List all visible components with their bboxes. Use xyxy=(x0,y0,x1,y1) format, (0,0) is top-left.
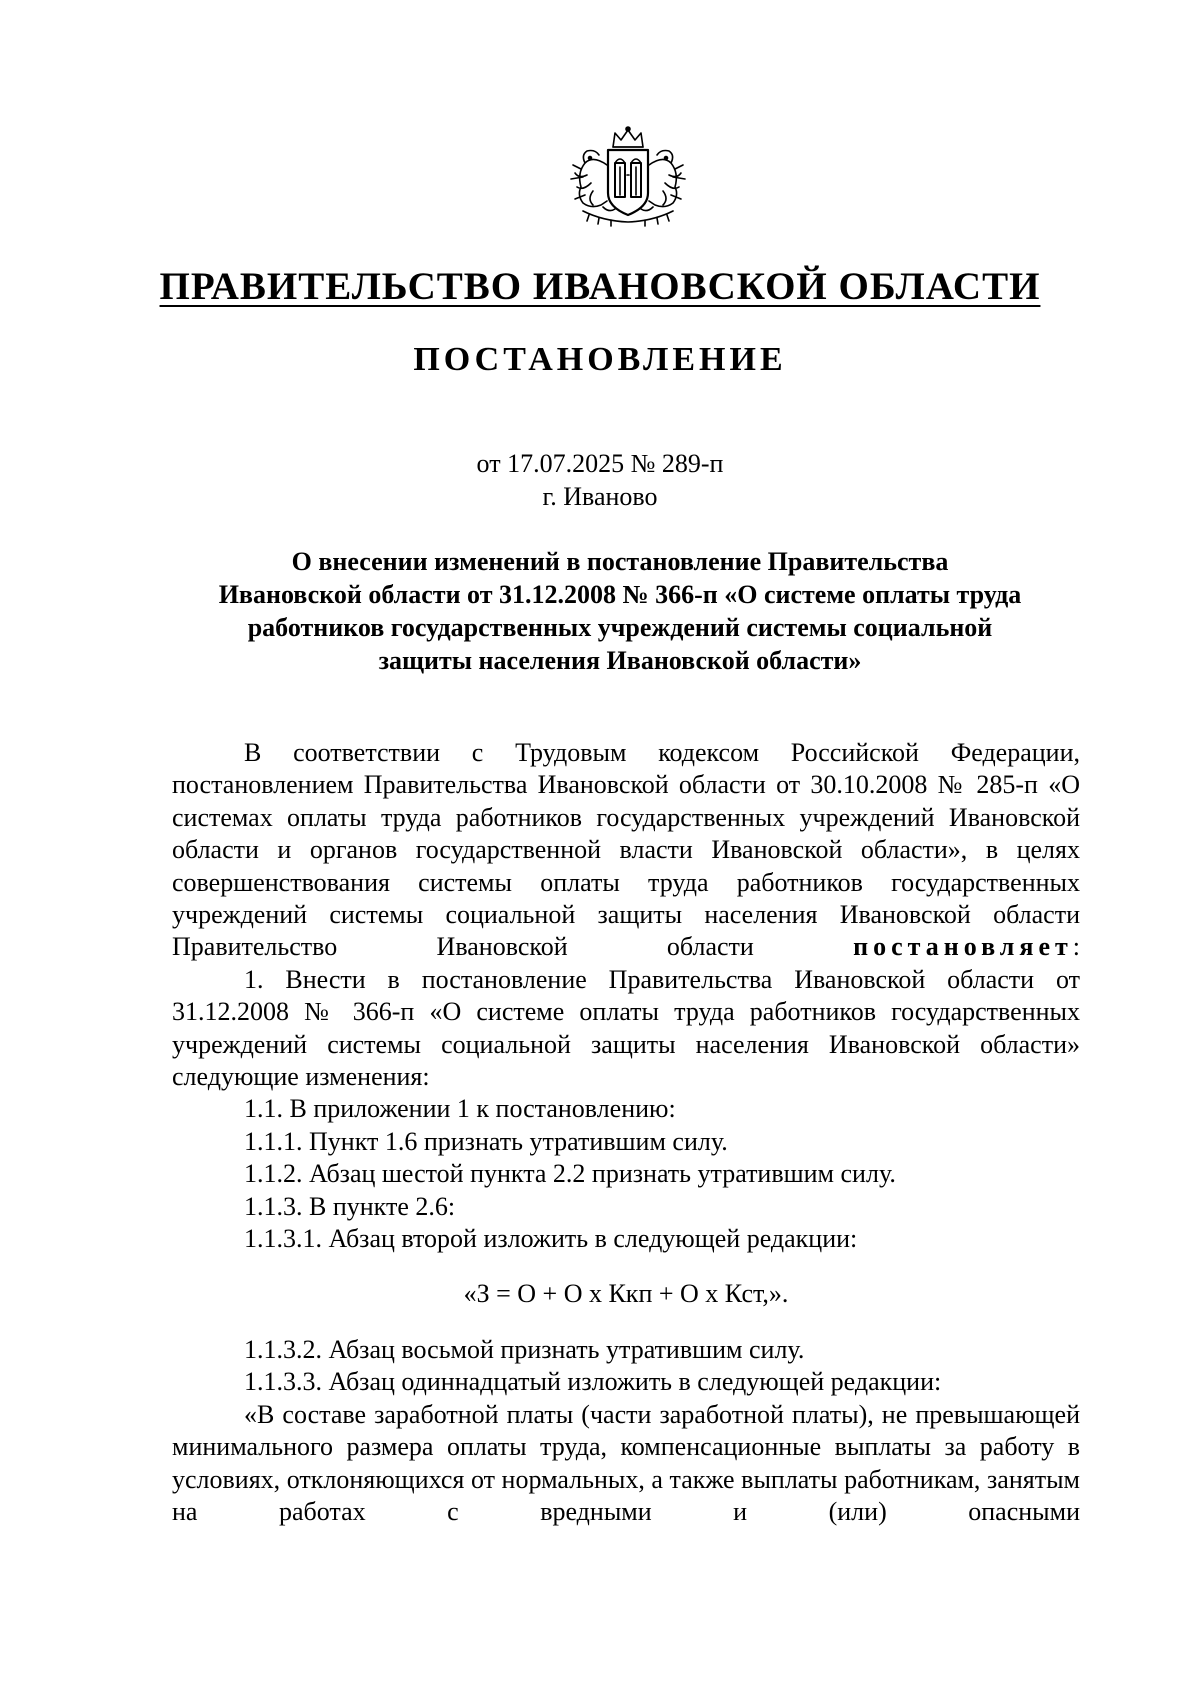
preamble-text: В соответствии с Трудовым кодексом Российской Федерации, постановлением Правительства Ивановской области от 30.10.2008 № 285-п «О системах оплаты труда работников государственных учреждений Ивановской области и органов государственной власти Ивановской области», в целях совершенствования системы оплаты труда работников государственных учреждений системы социальной защиты населения Ивановской области Правительство Ивановской области xyxy=(172,738,1080,962)
preamble-colon: : xyxy=(1072,932,1080,962)
government-title-text: ПРАВИТЕЛЬСТВО ИВАНОВСКОЙ ОБЛАСТИ xyxy=(159,265,1041,308)
item-1-1-3-2: 1.1.3.2. Абзац восьмой признать утратившим силу. xyxy=(244,1334,805,1364)
date-number-line: от 17.07.2025 № 289-п xyxy=(476,449,724,478)
formula: «З = О + О х Ккп + О х Кст,». xyxy=(463,1278,789,1308)
item-1-1-3-3: 1.1.3.3. Абзац одиннадцатый изложить в следующей редакции: xyxy=(244,1367,942,1397)
subject-line: работников государственных учреждений системы социальной xyxy=(247,613,993,642)
document-type: ПОСТАНОВЛЕНИЕ xyxy=(413,341,787,378)
document-subject xyxy=(160,545,1080,677)
preamble-paragraph xyxy=(172,737,1080,964)
item-1-1-2: 1.1.2. Абзац шестой пункта 2.2 признать утратившим силу. xyxy=(244,1159,896,1189)
city-line: г. Иваново xyxy=(542,482,658,511)
coat-of-arms-icon xyxy=(563,125,693,228)
quoted-paragraph: «В составе заработной платы (части заработной платы), не превышающей минимального размера оплаты труда, компенсационные выплаты за работу в условиях, отклоняющихся от нормальных, а также выплаты работникам, занятым на работах с вредными и (или) опасными xyxy=(172,1399,1080,1526)
subject-line: О внесении изменений в постановление Правительства xyxy=(291,547,949,576)
government-title xyxy=(0,264,1200,310)
item-1-1-1: 1.1.1. Пункт 1.6 признать утратившим силу. xyxy=(244,1126,728,1156)
item-1-1-3: 1.1.3. В пункте 2.6: xyxy=(244,1191,456,1221)
item-1: 1. Внести в постановление Правительства Ивановской области от 31.12.2008 № 366-п «О системе оплаты труда работников государственных учреждений системы социальной защиты населения Ивановской области» следующие изменения: xyxy=(172,964,1080,1092)
item-1-1: 1.1. В приложении 1 к постановлению: xyxy=(244,1094,676,1124)
preamble-verb: постановляет xyxy=(853,932,1073,962)
subject-line: Ивановской области от 31.12.2008 № 366-п «О системе оплаты труда xyxy=(218,580,1022,609)
item-1-1-3-1: 1.1.3.1. Абзац второй изложить в следующей редакции: xyxy=(244,1224,858,1254)
document-body xyxy=(172,737,1080,1528)
subject-line: защиты населения Ивановской области» xyxy=(378,646,862,675)
